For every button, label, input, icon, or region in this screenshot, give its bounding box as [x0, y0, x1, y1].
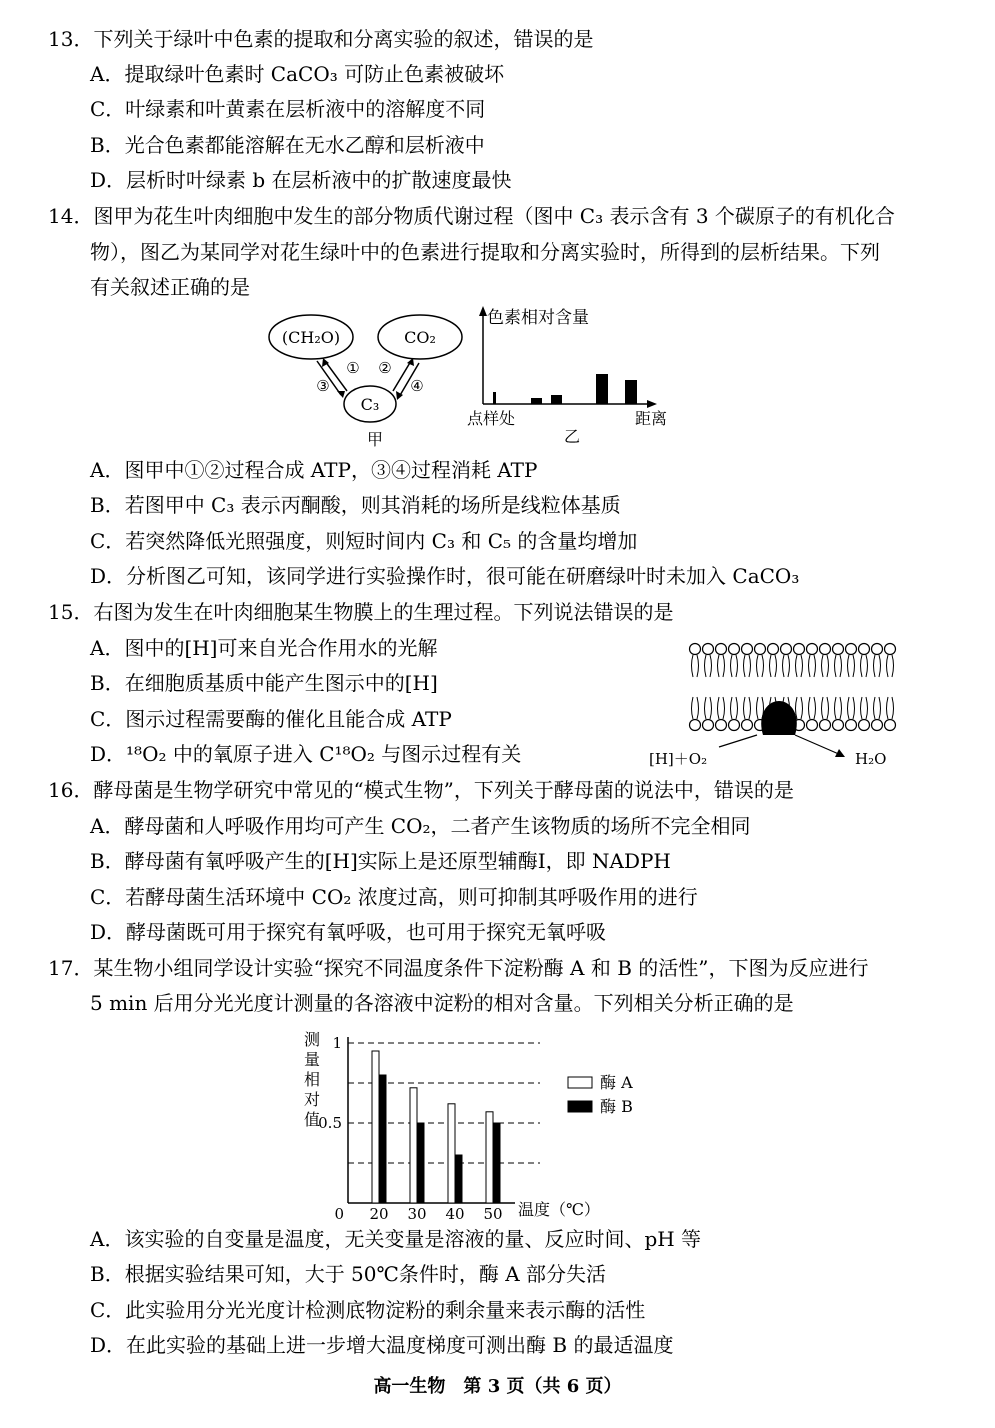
lipid-head-bottom	[716, 720, 727, 731]
yi-caption: 乙	[563, 427, 581, 446]
lipid-head-top	[872, 644, 883, 655]
legend-swatch-a	[568, 1077, 592, 1088]
q15-option-b: B．在细胞质基质中能产生图示中的[H]	[90, 671, 438, 695]
q17-option-d: D．在此实验的基础上进一步增大温度梯度可测出酶 B 的最适温度	[90, 1333, 674, 1357]
enzyme-bar-b-40	[455, 1155, 462, 1203]
yi-x-start-label: 点样处	[467, 409, 516, 428]
lipid-head-bottom	[807, 720, 818, 731]
enzyme-bar-b-20	[379, 1075, 386, 1203]
figure-yi-chart	[465, 302, 690, 452]
lipid-head-top	[768, 644, 779, 655]
q14-option-c: C．若突然降低光照强度，则短时间内 C₃ 和 C₅ 的含量均增加	[90, 529, 638, 553]
membrane-diagram	[645, 635, 905, 770]
q16-option-b: B．酵母菌有氧呼吸产生的[H]实际上是还原型辅酶I，即 NADPH	[90, 849, 671, 873]
q17-option-a: A．该实验的自变量是温度，无关变量是溶液的量、反应时间、pH 等	[90, 1227, 702, 1251]
enzyme-x-tick: 30	[407, 1205, 427, 1223]
lipid-head-top	[794, 644, 805, 655]
enzyme-x-tick: 40	[445, 1205, 465, 1223]
enzyme-x-tick: 20	[369, 1205, 389, 1223]
lipid-head-bottom	[690, 720, 701, 731]
q17-stem-line1: 17．某生物小组同学设计实验“探究不同温度条件下淀粉酶 A 和 B 的活性”，下图为反应进行	[48, 956, 869, 980]
lipid-head-bottom	[729, 720, 740, 731]
yi-y-label: 色素相对含量	[487, 308, 589, 328]
q16-stem: 16．酵母菌是生物学研究中常见的“模式生物”，下列关于酵母菌的说法中，错误的是	[48, 778, 794, 802]
enzyme-bar-b-50	[493, 1123, 500, 1203]
lipid-head-top	[820, 644, 831, 655]
step-3-label: ③	[316, 377, 330, 395]
lipid-head-top	[729, 644, 740, 655]
q13-option-c: C．叶绿素和叶黄素在层析液中的溶解度不同	[90, 97, 486, 121]
lipid-head-top	[885, 644, 896, 655]
enzyme-protein	[761, 701, 797, 735]
membrane-left-label: [H]＋O₂	[649, 750, 708, 768]
lipid-head-top	[859, 644, 870, 655]
q15-option-d: D．¹⁸O₂ 中的氧原子进入 C¹⁸O₂ 与图示过程有关	[90, 742, 522, 766]
q15-stem: 15．右图为发生在叶肉细胞某生物膜上的生理过程。下列说法错误的是	[48, 600, 674, 624]
arrow-out	[795, 735, 841, 755]
lipid-head-bottom	[872, 720, 883, 731]
enzyme-y-tick: 0	[334, 1205, 344, 1223]
arrow-in	[719, 735, 757, 747]
legend-swatch-b	[568, 1101, 592, 1112]
lipid-head-top	[690, 644, 701, 655]
q13-option-d: D．层析时叶绿素 b 在层析液中的扩散速度最快	[90, 168, 512, 192]
lipid-head-bottom	[885, 720, 896, 731]
enzyme-x-label: 温度（℃）	[518, 1200, 600, 1219]
q13-option-b: B．光合色素都能溶解在无水乙醇和层析液中	[90, 133, 485, 157]
yi-bar-1	[493, 392, 496, 404]
enzyme-bar-a-20	[372, 1051, 379, 1203]
enzyme-y-tick: 1	[332, 1034, 342, 1052]
lipid-head-top	[807, 644, 818, 655]
lipid-head-bottom	[703, 720, 714, 731]
q14-stem-line1: 14．图甲为花生叶肉细胞中发生的部分物质代谢过程（图中 C₃ 表示含有 3 个碳原子的有机化合	[48, 204, 895, 228]
enzyme-bar-a-30	[410, 1088, 417, 1203]
q16-option-d: D．酵母菌既可用于探究有氧呼吸，也可用于探究无氧呼吸	[90, 920, 607, 944]
enzyme-bar-b-30	[417, 1123, 424, 1203]
page-footer: 高一生物 第 3 页（共 6 页）	[373, 1376, 622, 1397]
lipid-head-top	[846, 644, 857, 655]
q16-option-a: A．酵母菌和人呼吸作用均可产生 CO₂，二者产生该物质的场所不完全相同	[90, 814, 751, 838]
enzyme-y-label: 测 量相对值	[304, 1030, 321, 1129]
lipid-head-bottom	[820, 720, 831, 731]
q17-option-c: C．此实验用分光光度计检测底物淀粉的剩余量来表示酶的活性	[90, 1298, 646, 1322]
step-2-label: ②	[378, 359, 392, 377]
lipid-head-bottom	[859, 720, 870, 731]
q17-stem-line2: 5 min 后用分光光度计测量的各溶液中淀粉的相对含量。下列相关分析正确的是	[90, 991, 794, 1015]
c3-label: C₃	[360, 395, 380, 414]
arrow-2	[393, 361, 411, 391]
q14-option-b: B．若图甲中 C₃ 表示丙酮酸，则其消耗的场所是线粒体基质	[90, 493, 621, 517]
figure-jia-diagram	[265, 305, 480, 455]
enzyme-activity-chart	[290, 1025, 670, 1225]
yi-x-end-label: 距离	[635, 409, 668, 428]
q14-option-a: A．图甲中①②过程合成 ATP，③④过程消耗 ATP	[90, 458, 538, 482]
q17-option-b: B．根据实验结果可知，大于 50℃条件时，酶 A 部分失活	[90, 1262, 607, 1286]
enzyme-bar-a-50	[486, 1112, 493, 1203]
lipid-head-top	[742, 644, 753, 655]
q15-option-c: C．图示过程需要酶的催化且能合成 ATP	[90, 707, 452, 731]
yi-bar-4	[596, 374, 608, 404]
yi-bar-2	[531, 398, 542, 404]
q15-option-a: A．图中的[H]可来自光合作用水的光解	[90, 636, 438, 660]
enzyme-x-tick: 50	[483, 1205, 503, 1223]
q14-option-d: D．分析图乙可知，该同学进行实验操作时，很可能在研磨绿叶时未加入 CaCO₃	[90, 564, 800, 588]
lipid-head-bottom	[846, 720, 857, 731]
co2-label: CO₂	[404, 328, 436, 347]
legend-label-a: 酶 A	[600, 1073, 633, 1092]
q14-stem-line2: 物），图乙为某同学对花生绿叶中的色素进行提取和分离实验时，所得到的层析结果。下列	[90, 240, 880, 264]
yi-bar-3	[551, 395, 562, 404]
ch2o-label: (CH₂O)	[281, 328, 341, 347]
q13-option-a: A．提取绿叶色素时 CaCO₃ 可防止色素被破坏	[90, 62, 505, 86]
lipid-head-top	[703, 644, 714, 655]
yi-bar-5	[625, 380, 637, 404]
q13-stem: 13．下列关于绿叶中色素的提取和分离实验的叙述，错误的是	[48, 27, 594, 51]
lipid-head-bottom	[833, 720, 844, 731]
step-1-label: ①	[346, 359, 360, 377]
lipid-head-top	[755, 644, 766, 655]
q16-option-c: C．若酵母菌生活环境中 CO₂ 浓度过高，则可抑制其呼吸作用的进行	[90, 885, 698, 909]
lipid-head-top	[716, 644, 727, 655]
enzyme-y-tick: 0.5	[318, 1114, 342, 1132]
figure-jia-caption: 甲	[366, 430, 384, 449]
q14-stem-line3: 有关叙述正确的是	[90, 275, 250, 299]
step-4-label: ④	[410, 377, 424, 395]
lipid-head-bottom	[742, 720, 753, 731]
lipid-head-top	[781, 644, 792, 655]
lipid-head-top	[833, 644, 844, 655]
enzyme-bar-a-40	[448, 1104, 455, 1203]
legend-label-b: 酶 B	[600, 1097, 633, 1116]
membrane-right-label: H₂O	[855, 750, 887, 768]
